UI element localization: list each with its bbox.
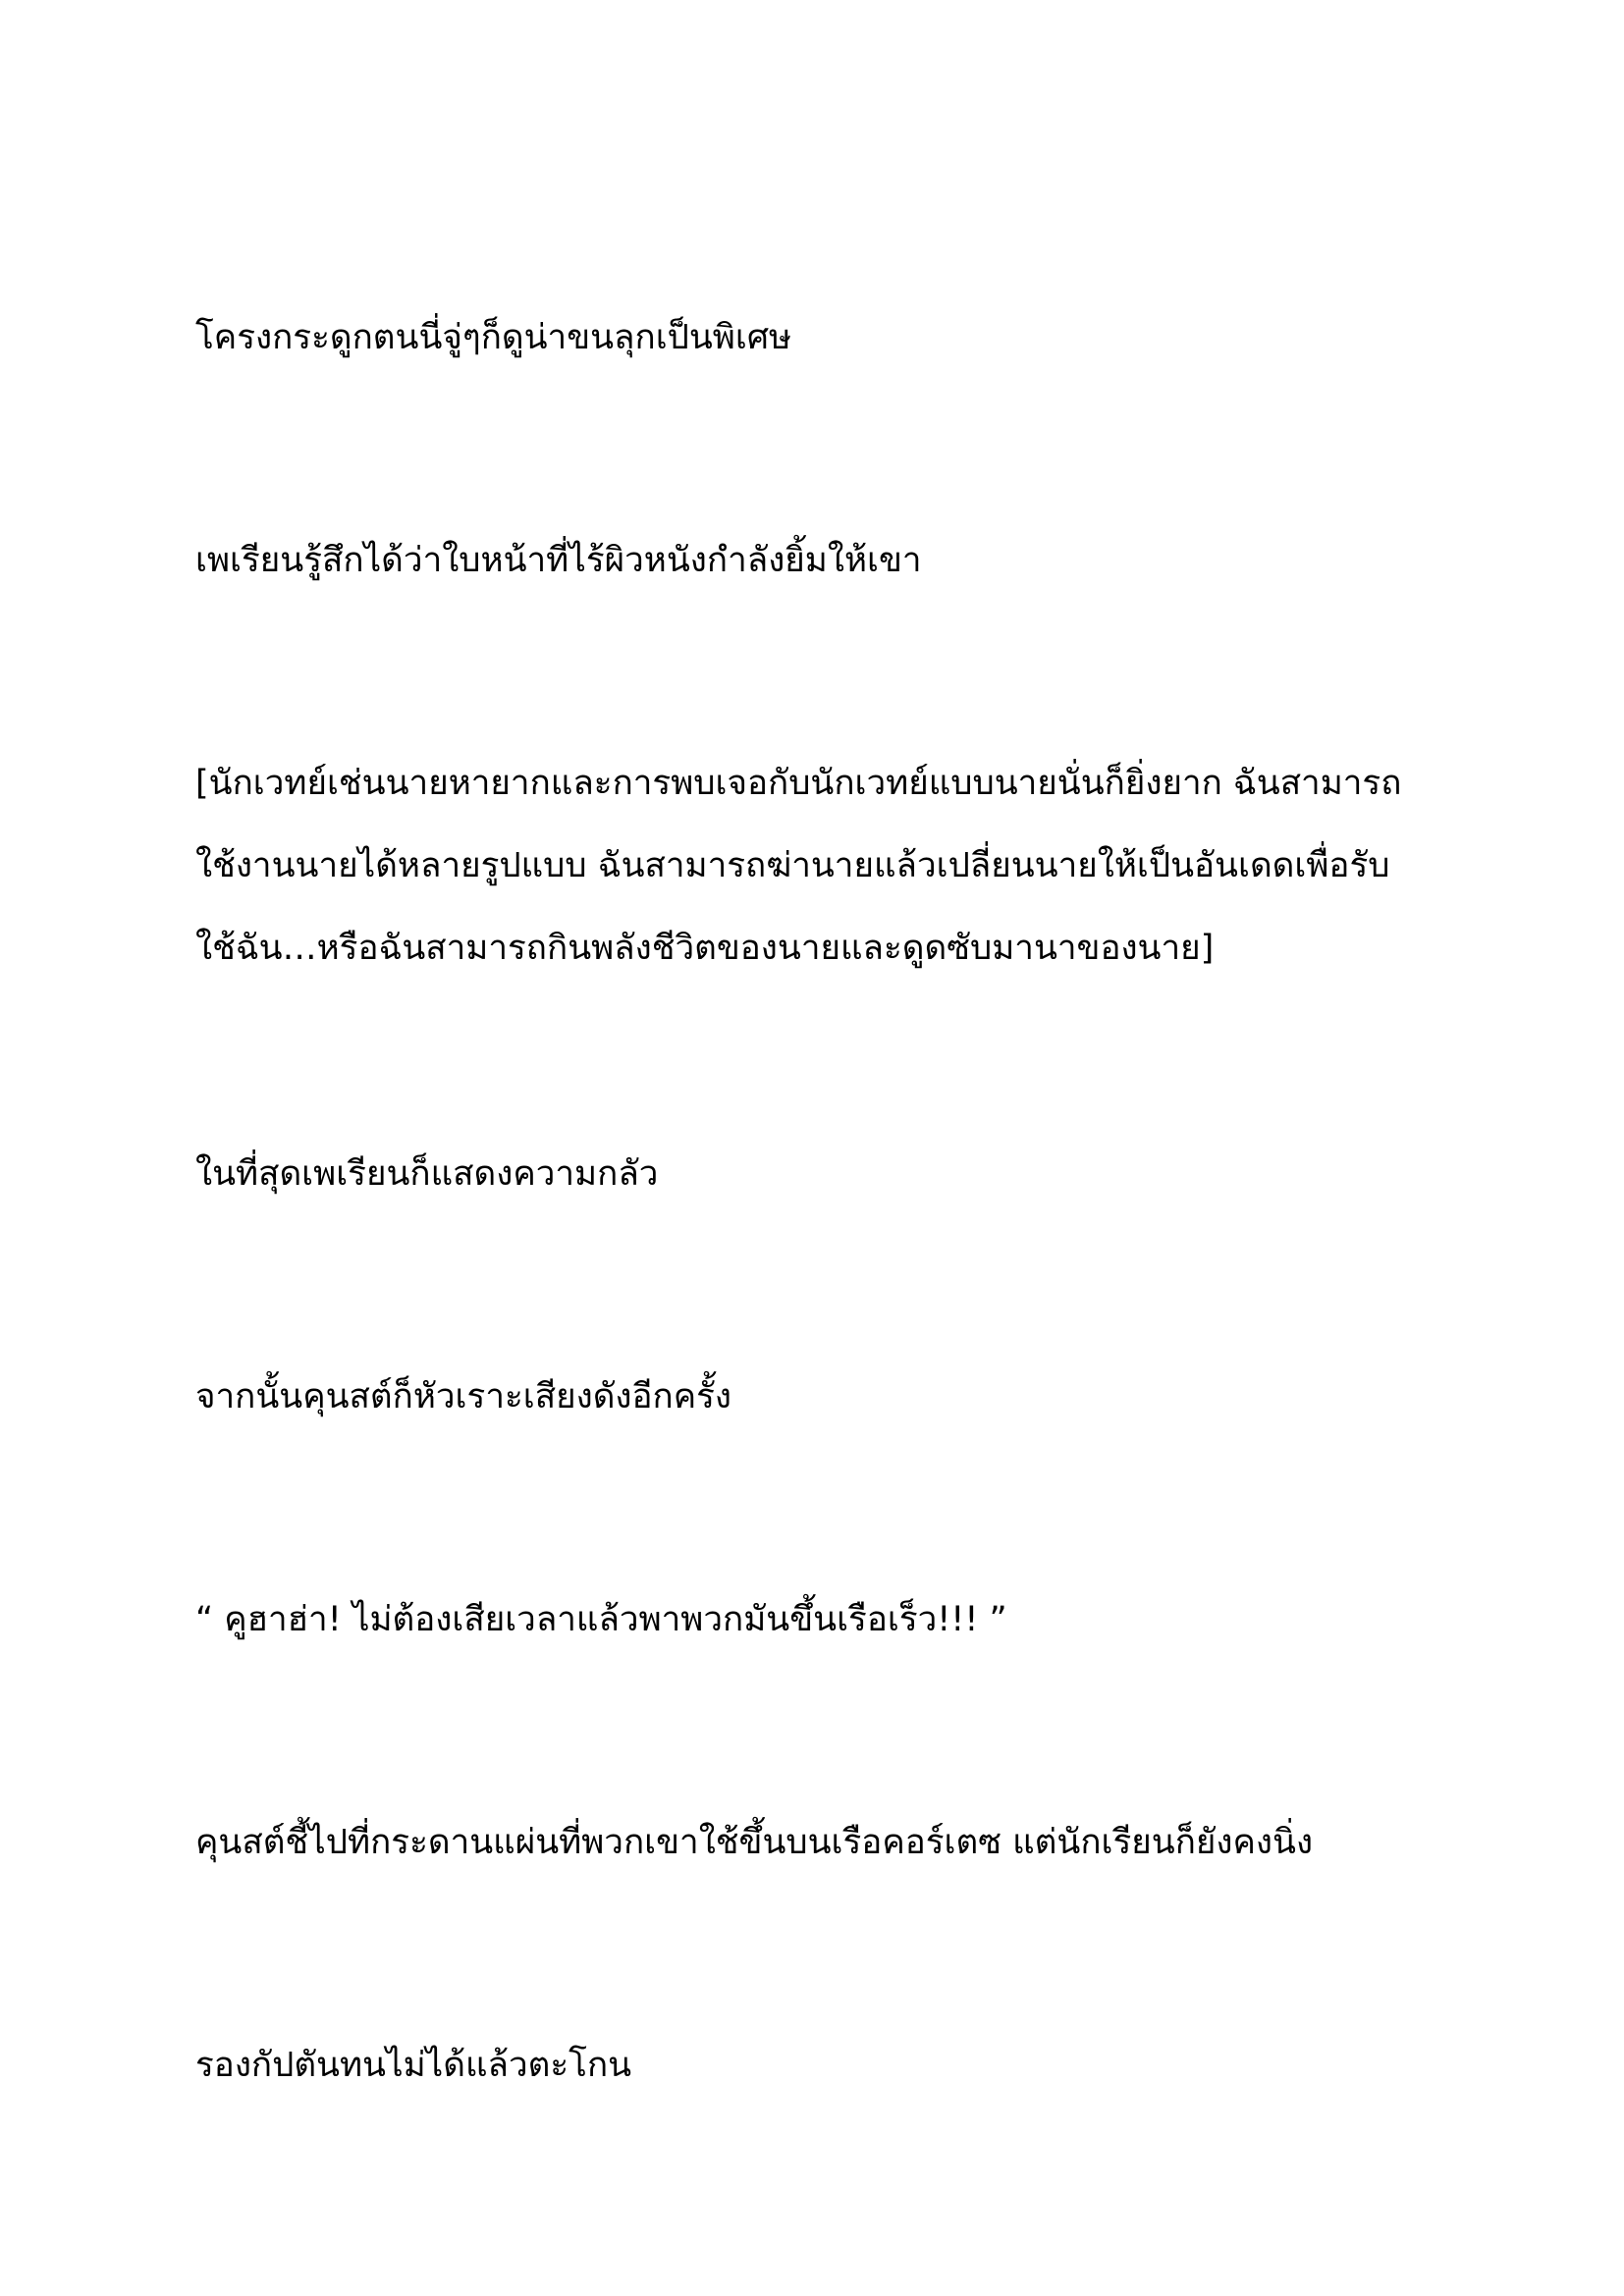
paragraph-line: คุนสต์ชี้ไปที่กระดานแผ่นที่พวกเขาใช้ขึ้นบนเรือคอร์เตซ แต่นักเรียนก็ยังคงนิ่ง [195, 1823, 1314, 1862]
paragraph-line: “ คูฮาฮ่า! ไม่ต้องเสียเวลาแล้วพาพวกมันขึ้นเรือเร็ว!!! ” [195, 1600, 1007, 1639]
paragraph-line: จากนั้นคุนสต์ก็หัวเราะเสียงดังอีกครั้ง [195, 1377, 732, 1416]
paragraph-line: โครงกระดูกตนนี่จู่ๆก็ดูน่าขนลุกเป็นพิเศษ [195, 318, 792, 357]
paragraph-line: ใช้งานนายได้หลายรูปแบบ ฉันสามารถฆ่านายแล้วเปลี่ยนนายให้เป็นอันเดดเพื่อรับ [195, 846, 1390, 885]
paragraph-line: เพเรียนรู้สึกได้ว่าใบหน้าที่ไร้ผิวหนังกำลังยิ้มให้เขา [195, 541, 922, 580]
paragraph-line: รองกัปตันทนไม่ได้แล้วตะโกน [195, 2046, 632, 2085]
paragraph-line: [นักเวทย์เช่นนายหายากและการพบเจอกับนักเวทย์แบบนายนั่นก็ยิ่งยาก ฉันสามารถ [195, 764, 1402, 803]
paragraph-line: ในที่สุดเพเรียนก็แสดงความกลัว [195, 1154, 659, 1194]
paragraph-line: ใช้ฉัน…หรือฉันสามารถกินพลังชีวิตของนายและดูดซับมานาของนาย] [195, 929, 1215, 968]
